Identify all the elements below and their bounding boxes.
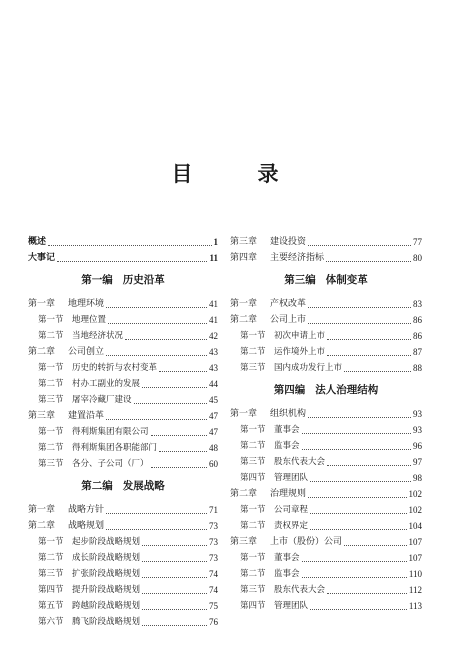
toc-section-entry[interactable]: [28, 390, 218, 406]
page-number: 43: [209, 363, 218, 373]
page-number: 42: [209, 331, 218, 341]
toc-section-entry[interactable]: [28, 358, 218, 374]
entry-title: 产权改革: [270, 299, 307, 309]
dot-leader: [106, 419, 207, 420]
toc-part-heading: [28, 470, 218, 500]
entry-label: 第二节: [240, 569, 266, 579]
entry-label: 第三节: [240, 363, 266, 373]
dot-leader: [142, 561, 207, 562]
page-number: 77: [413, 237, 422, 247]
page-number: 74: [209, 569, 218, 579]
toc-section-entry[interactable]: [28, 374, 218, 390]
toc-chapter-entry[interactable]: [230, 404, 422, 420]
page-number: 102: [408, 505, 422, 515]
entry-title: 当地经济状况: [72, 331, 124, 341]
entry-label: 第一节: [240, 425, 266, 435]
entry-title: 国内成功发行上市: [274, 363, 343, 373]
entry-label: 第三节: [38, 395, 64, 405]
dot-leader: [302, 577, 407, 578]
part-label: 第二编: [81, 479, 113, 492]
entry-label: 第三节: [38, 459, 64, 469]
page-title: 目 录: [171, 161, 301, 186]
page-number: 102: [408, 489, 422, 499]
dot-leader: [106, 355, 207, 356]
page-number: 83: [413, 299, 422, 309]
entry-title: 上市（股份）公司: [270, 537, 343, 547]
entry-label: 第二节: [240, 441, 266, 451]
entry-label: 第一章: [230, 409, 258, 419]
entry-title: 董事会: [274, 553, 300, 563]
entry-label: 第一节: [240, 505, 266, 515]
page-number: 80: [413, 253, 422, 263]
toc-chapter-entry[interactable]: [230, 232, 422, 248]
dot-leader: [108, 323, 207, 324]
entry-label: 第一节: [38, 315, 64, 325]
page-number: 86: [413, 315, 422, 325]
toc-chapter-entry[interactable]: [230, 294, 422, 310]
entry-label: 第一节: [38, 537, 64, 547]
toc-section-entry[interactable]: [28, 612, 218, 628]
entry-title: 起步阶段战略规划: [72, 537, 141, 547]
dot-leader: [308, 307, 411, 308]
entry-title: 监事会: [274, 441, 300, 451]
toc-section-entry[interactable]: [28, 580, 218, 596]
entry-label: 第二节: [38, 331, 64, 341]
entry-label: 第二章: [230, 315, 258, 325]
entry-title: 战略方针: [68, 505, 105, 515]
entry-title: 公司上市: [270, 315, 307, 325]
toc-right-column: [230, 232, 422, 612]
toc-section-entry[interactable]: [230, 596, 422, 612]
toc-section-entry[interactable]: [28, 438, 218, 454]
entry-label: 第二节: [240, 521, 266, 531]
page-number: 98: [413, 473, 422, 483]
toc-section-entry[interactable]: [230, 564, 422, 580]
entry-title: 跨越阶段战略规划: [72, 601, 141, 611]
page-number: 48: [209, 443, 218, 453]
entry-title: 监事会: [274, 569, 300, 579]
entry-title: 得利斯集团各职能部门: [72, 443, 158, 453]
dot-leader: [302, 449, 411, 450]
toc-section-entry[interactable]: [28, 422, 218, 438]
part-title: 历史沿革: [122, 273, 165, 286]
toc-chapter-entry[interactable]: [28, 516, 218, 532]
toc-section-entry[interactable]: [28, 532, 218, 548]
entry-title: 管理团队: [274, 473, 309, 483]
page-number: 107: [408, 537, 422, 547]
entry-label: 第三章: [230, 237, 258, 247]
page-number: 1: [213, 237, 218, 247]
page-number: 110: [408, 569, 422, 579]
page-number: 44: [209, 379, 218, 389]
entry-label: 第二节: [38, 443, 64, 453]
dot-leader: [327, 593, 407, 594]
entry-label: 第五节: [38, 601, 64, 611]
entry-label: 第三节: [240, 457, 266, 467]
toc-section-entry[interactable]: [28, 310, 218, 326]
page-number: 11: [209, 253, 218, 263]
toc-section-entry[interactable]: [230, 342, 422, 358]
toc-chapter-entry[interactable]: [230, 484, 422, 500]
entry-title: 概述: [28, 237, 47, 247]
page-number: 47: [209, 411, 218, 421]
entry-title: 董事会: [274, 425, 300, 435]
page-number: 104: [408, 521, 422, 531]
toc-section-entry[interactable]: [230, 516, 422, 532]
dot-leader: [134, 403, 207, 404]
part-title: 法人治理结构: [315, 383, 379, 396]
page-number: 74: [209, 585, 218, 595]
page-number: 47: [209, 427, 218, 437]
entry-title: 建置沿革: [68, 411, 105, 421]
dot-leader: [142, 593, 207, 594]
entry-label: 第三章: [230, 537, 258, 547]
dot-leader: [57, 261, 207, 262]
entry-label: 第二章: [28, 347, 56, 357]
toc-chapter-entry[interactable]: [28, 500, 218, 516]
page-number: 73: [209, 553, 218, 563]
toc-section-entry[interactable]: [230, 500, 422, 516]
dot-leader: [308, 497, 406, 498]
entry-title: 初次申请上市: [274, 331, 326, 341]
page-number: 75: [209, 601, 218, 611]
toc-section-entry[interactable]: [28, 548, 218, 564]
dot-leader: [151, 435, 207, 436]
entry-title: 屠宰冷藏厂建设: [72, 395, 132, 405]
page-number: 45: [209, 395, 218, 405]
toc-section-entry[interactable]: [230, 468, 422, 484]
toc-part-heading: [230, 264, 422, 294]
page-number: 86: [413, 331, 422, 341]
entry-title: 股东代表大会: [274, 585, 326, 595]
dot-leader: [310, 529, 406, 530]
toc-top-entry[interactable]: [28, 248, 218, 264]
toc-section-entry[interactable]: [28, 326, 218, 342]
toc-chapter-entry[interactable]: [28, 294, 218, 310]
page-number: 96: [413, 441, 422, 451]
dot-leader: [106, 307, 207, 308]
toc-section-entry[interactable]: [28, 564, 218, 580]
entry-title: 治理规则: [270, 489, 307, 499]
entry-label: 第四节: [38, 585, 64, 595]
entry-title: 运作境外上市: [274, 347, 326, 357]
dot-leader: [106, 529, 207, 530]
dot-leader: [327, 355, 411, 356]
entry-title: 建设投资: [270, 237, 307, 247]
toc-section-entry[interactable]: [230, 436, 422, 452]
entry-label: 第一章: [230, 299, 258, 309]
entry-title: 公司创立: [68, 347, 105, 357]
entry-title: 责权界定: [274, 521, 309, 531]
entry-label: 第一节: [38, 363, 64, 373]
dot-leader: [159, 451, 207, 452]
dot-leader: [308, 417, 411, 418]
entry-label: 第三节: [38, 569, 64, 579]
page-number: 93: [413, 409, 422, 419]
dot-leader: [142, 577, 207, 578]
page-number: 93: [413, 425, 422, 435]
toc-part-heading: [28, 264, 218, 294]
dot-leader: [327, 339, 411, 340]
entry-title: 得利斯集团有限公司: [72, 427, 149, 437]
entry-label: 第一章: [28, 299, 56, 309]
part-title: 体制变革: [325, 273, 368, 286]
page-number: 76: [209, 617, 218, 627]
entry-title: 战略规划: [68, 521, 105, 531]
page-number: 71: [209, 505, 218, 515]
entry-title: 管理团队: [274, 601, 309, 611]
part-label: 第四编: [273, 383, 306, 396]
entry-label: 第六节: [38, 617, 64, 627]
page-number: 107: [408, 553, 422, 563]
dot-leader: [344, 371, 411, 372]
toc-section-entry[interactable]: [28, 596, 218, 612]
entry-title: 成长阶段战略规划: [72, 553, 141, 563]
toc-section-entry[interactable]: [28, 454, 218, 470]
page-number: 41: [209, 315, 218, 325]
dot-leader: [308, 245, 411, 246]
toc-top-entry[interactable]: [28, 232, 218, 248]
dot-leader: [310, 481, 411, 482]
page-number: 97: [413, 457, 422, 467]
entry-label: 第一节: [240, 331, 266, 341]
toc-left-column: [28, 232, 218, 628]
dot-leader: [142, 625, 207, 626]
page-number: 41: [209, 299, 218, 309]
dot-leader: [151, 467, 207, 468]
dot-leader: [344, 545, 406, 546]
toc-chapter-entry[interactable]: [28, 406, 218, 422]
entry-label: 第一节: [38, 427, 64, 437]
entry-label: 第一章: [28, 505, 56, 515]
entry-label: 第二节: [38, 553, 64, 563]
entry-label: 第三章: [28, 411, 56, 421]
dot-leader: [142, 609, 207, 610]
dot-leader: [302, 433, 411, 434]
toc-chapter-entry[interactable]: [28, 342, 218, 358]
entry-label: 第二节: [240, 347, 266, 357]
entry-title: 股东代表大会: [274, 457, 326, 467]
dot-leader: [159, 371, 207, 372]
toc-chapter-entry[interactable]: [230, 532, 422, 548]
entry-title: 大事记: [28, 253, 56, 263]
entry-title: 公司章程: [274, 505, 309, 515]
page-number: 88: [413, 363, 422, 373]
entry-title: 提升阶段战略规划: [72, 585, 141, 595]
part-label: 第一编: [81, 273, 113, 286]
entry-title: 扩张阶段战略规划: [72, 569, 141, 579]
toc-section-entry[interactable]: [230, 326, 422, 342]
dot-leader: [310, 609, 407, 610]
dot-leader: [48, 245, 211, 246]
toc-section-entry[interactable]: [230, 452, 422, 468]
toc-section-entry[interactable]: [230, 358, 422, 374]
dot-leader: [302, 561, 407, 562]
dot-leader: [310, 513, 406, 514]
dot-leader: [142, 545, 207, 546]
page-number: 60: [209, 459, 218, 469]
entry-label: 第二章: [230, 489, 258, 499]
dot-leader: [142, 387, 207, 388]
dot-leader: [327, 465, 411, 466]
page-number: 73: [209, 521, 218, 531]
entry-label: 第二节: [38, 379, 64, 389]
entry-label: 第四节: [240, 473, 266, 483]
entry-label: 第二章: [28, 521, 56, 531]
toc-chapter-entry[interactable]: [230, 248, 422, 264]
dot-leader: [125, 339, 207, 340]
entry-title: 腾飞阶段战略规划: [72, 617, 141, 627]
entry-title: 村办工副业的发展: [72, 379, 141, 389]
page-number: 87: [413, 347, 422, 357]
page-number: 112: [408, 585, 422, 595]
toc-section-entry[interactable]: [230, 548, 422, 564]
page-number: 43: [209, 347, 218, 357]
entry-title: 各分、子公司（厂）: [72, 459, 149, 469]
entry-title: 组织机构: [270, 409, 307, 419]
toc-section-entry[interactable]: [230, 580, 422, 596]
page-number: 113: [408, 601, 422, 611]
entry-title: 主要经济指标: [270, 253, 325, 263]
toc-section-entry[interactable]: [230, 420, 422, 436]
page-number: 73: [209, 537, 218, 547]
dot-leader: [326, 261, 411, 262]
entry-label: 第四章: [230, 253, 258, 263]
entry-title: 地理环境: [68, 299, 105, 309]
part-label: 第三编: [284, 273, 316, 286]
part-title: 发展战略: [122, 479, 165, 492]
entry-title: 地理位置: [72, 315, 107, 325]
entry-label: 第一节: [240, 553, 266, 563]
entry-title: 历史的转折与农村变革: [72, 363, 158, 373]
entry-label: 第三节: [240, 585, 266, 595]
entry-label: 第四节: [240, 601, 266, 611]
toc-part-heading: [230, 374, 422, 404]
dot-leader: [106, 513, 207, 514]
toc-chapter-entry[interactable]: [230, 310, 422, 326]
dot-leader: [308, 323, 411, 324]
